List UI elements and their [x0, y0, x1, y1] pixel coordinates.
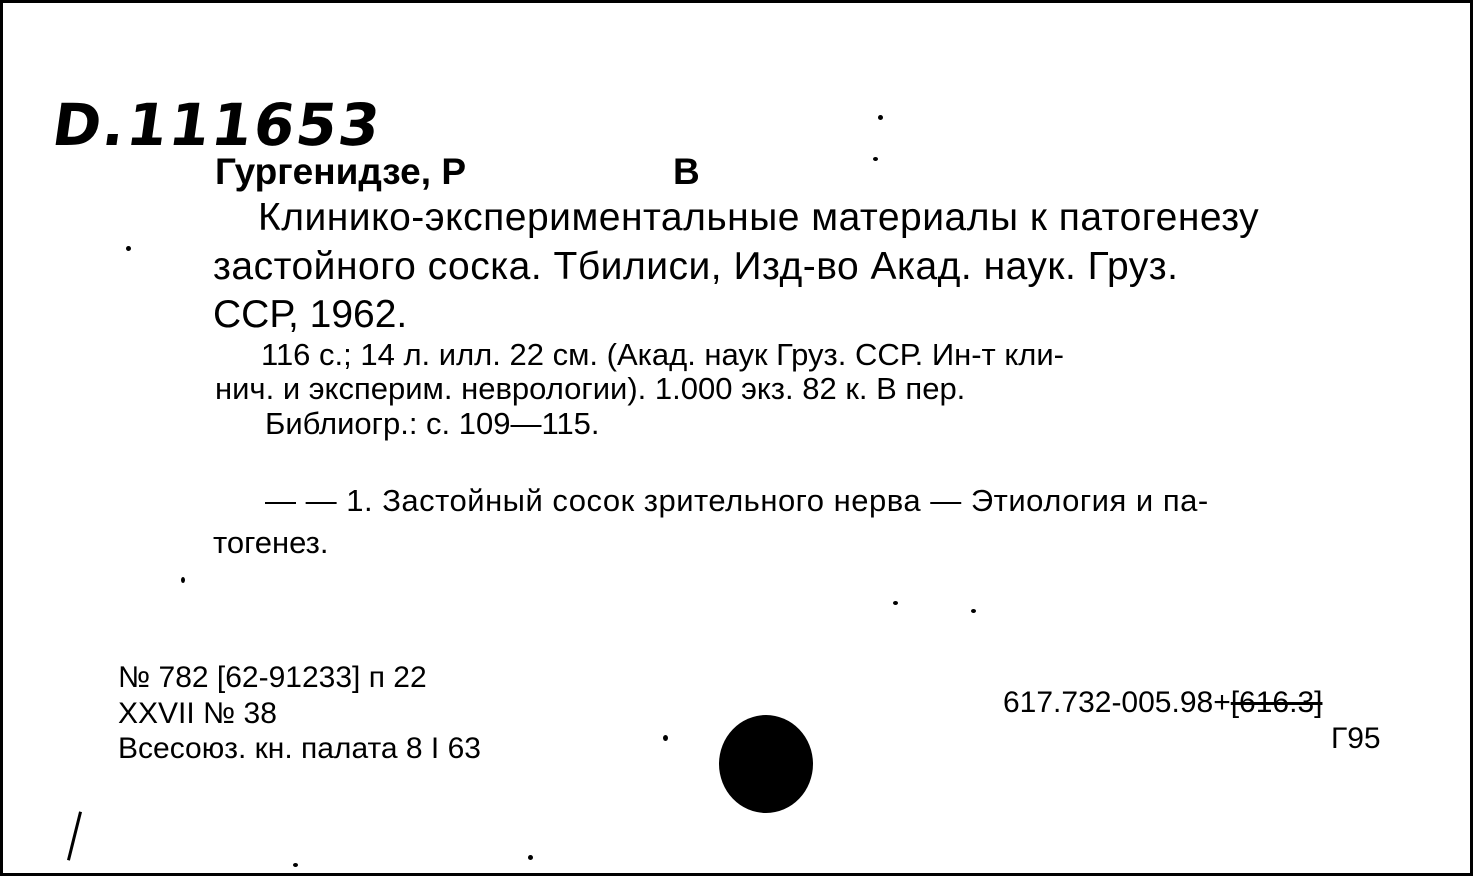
author-name: Гургенидзе, Р — [215, 151, 466, 192]
registry-number: № 782 [62-91233] п 22 — [118, 661, 427, 694]
description-line-2: нич. и эксперим. неврологии). 1.000 экз. 82 к. В пер. — [215, 371, 966, 406]
classification — [1003, 688, 1322, 718]
speck — [873, 157, 878, 161]
handwritten-accession-number: D.111653 — [48, 91, 387, 159]
subject-heading-line-2: тогенез. — [213, 525, 329, 560]
speck — [893, 601, 898, 605]
shelf-mark: Г95 — [1331, 722, 1381, 755]
pencil-mark — [67, 811, 82, 860]
punch-hole — [719, 715, 813, 813]
speck — [878, 115, 883, 120]
speck — [126, 246, 131, 251]
title-line-2: застойного соска. Тбилиси, Изд-во Акад. наук. Груз. — [213, 245, 1179, 288]
bibliography-line: Библиогр.: с. 109—115. — [265, 406, 600, 441]
title-line-1: Клинико-экспериментальные материалы к патогенезу — [258, 196, 1260, 239]
author-initial: В — [673, 151, 700, 192]
subject-heading-line-1: — — 1. Застойный сосок зрительного нерва — Этиология и па- — [265, 483, 1209, 518]
registry-volume: XXVII № 38 — [118, 697, 277, 730]
speck — [971, 609, 976, 613]
speck — [293, 863, 298, 867]
registry-publisher: Всесоюз. кн. палата 8 I 63 — [118, 732, 481, 765]
udc-code-struck: [616.3] — [1230, 686, 1323, 719]
udc-code: 617.732-005.98+ — [1003, 686, 1231, 719]
speck — [663, 735, 668, 741]
speck — [528, 855, 533, 860]
speck — [181, 577, 185, 583]
title-line-3: ССР, 1962. — [213, 293, 408, 336]
description-line-1: 116 с.; 14 л. илл. 22 см. (Акад. наук Груз. ССР. Ин-т кли- — [261, 337, 1064, 372]
